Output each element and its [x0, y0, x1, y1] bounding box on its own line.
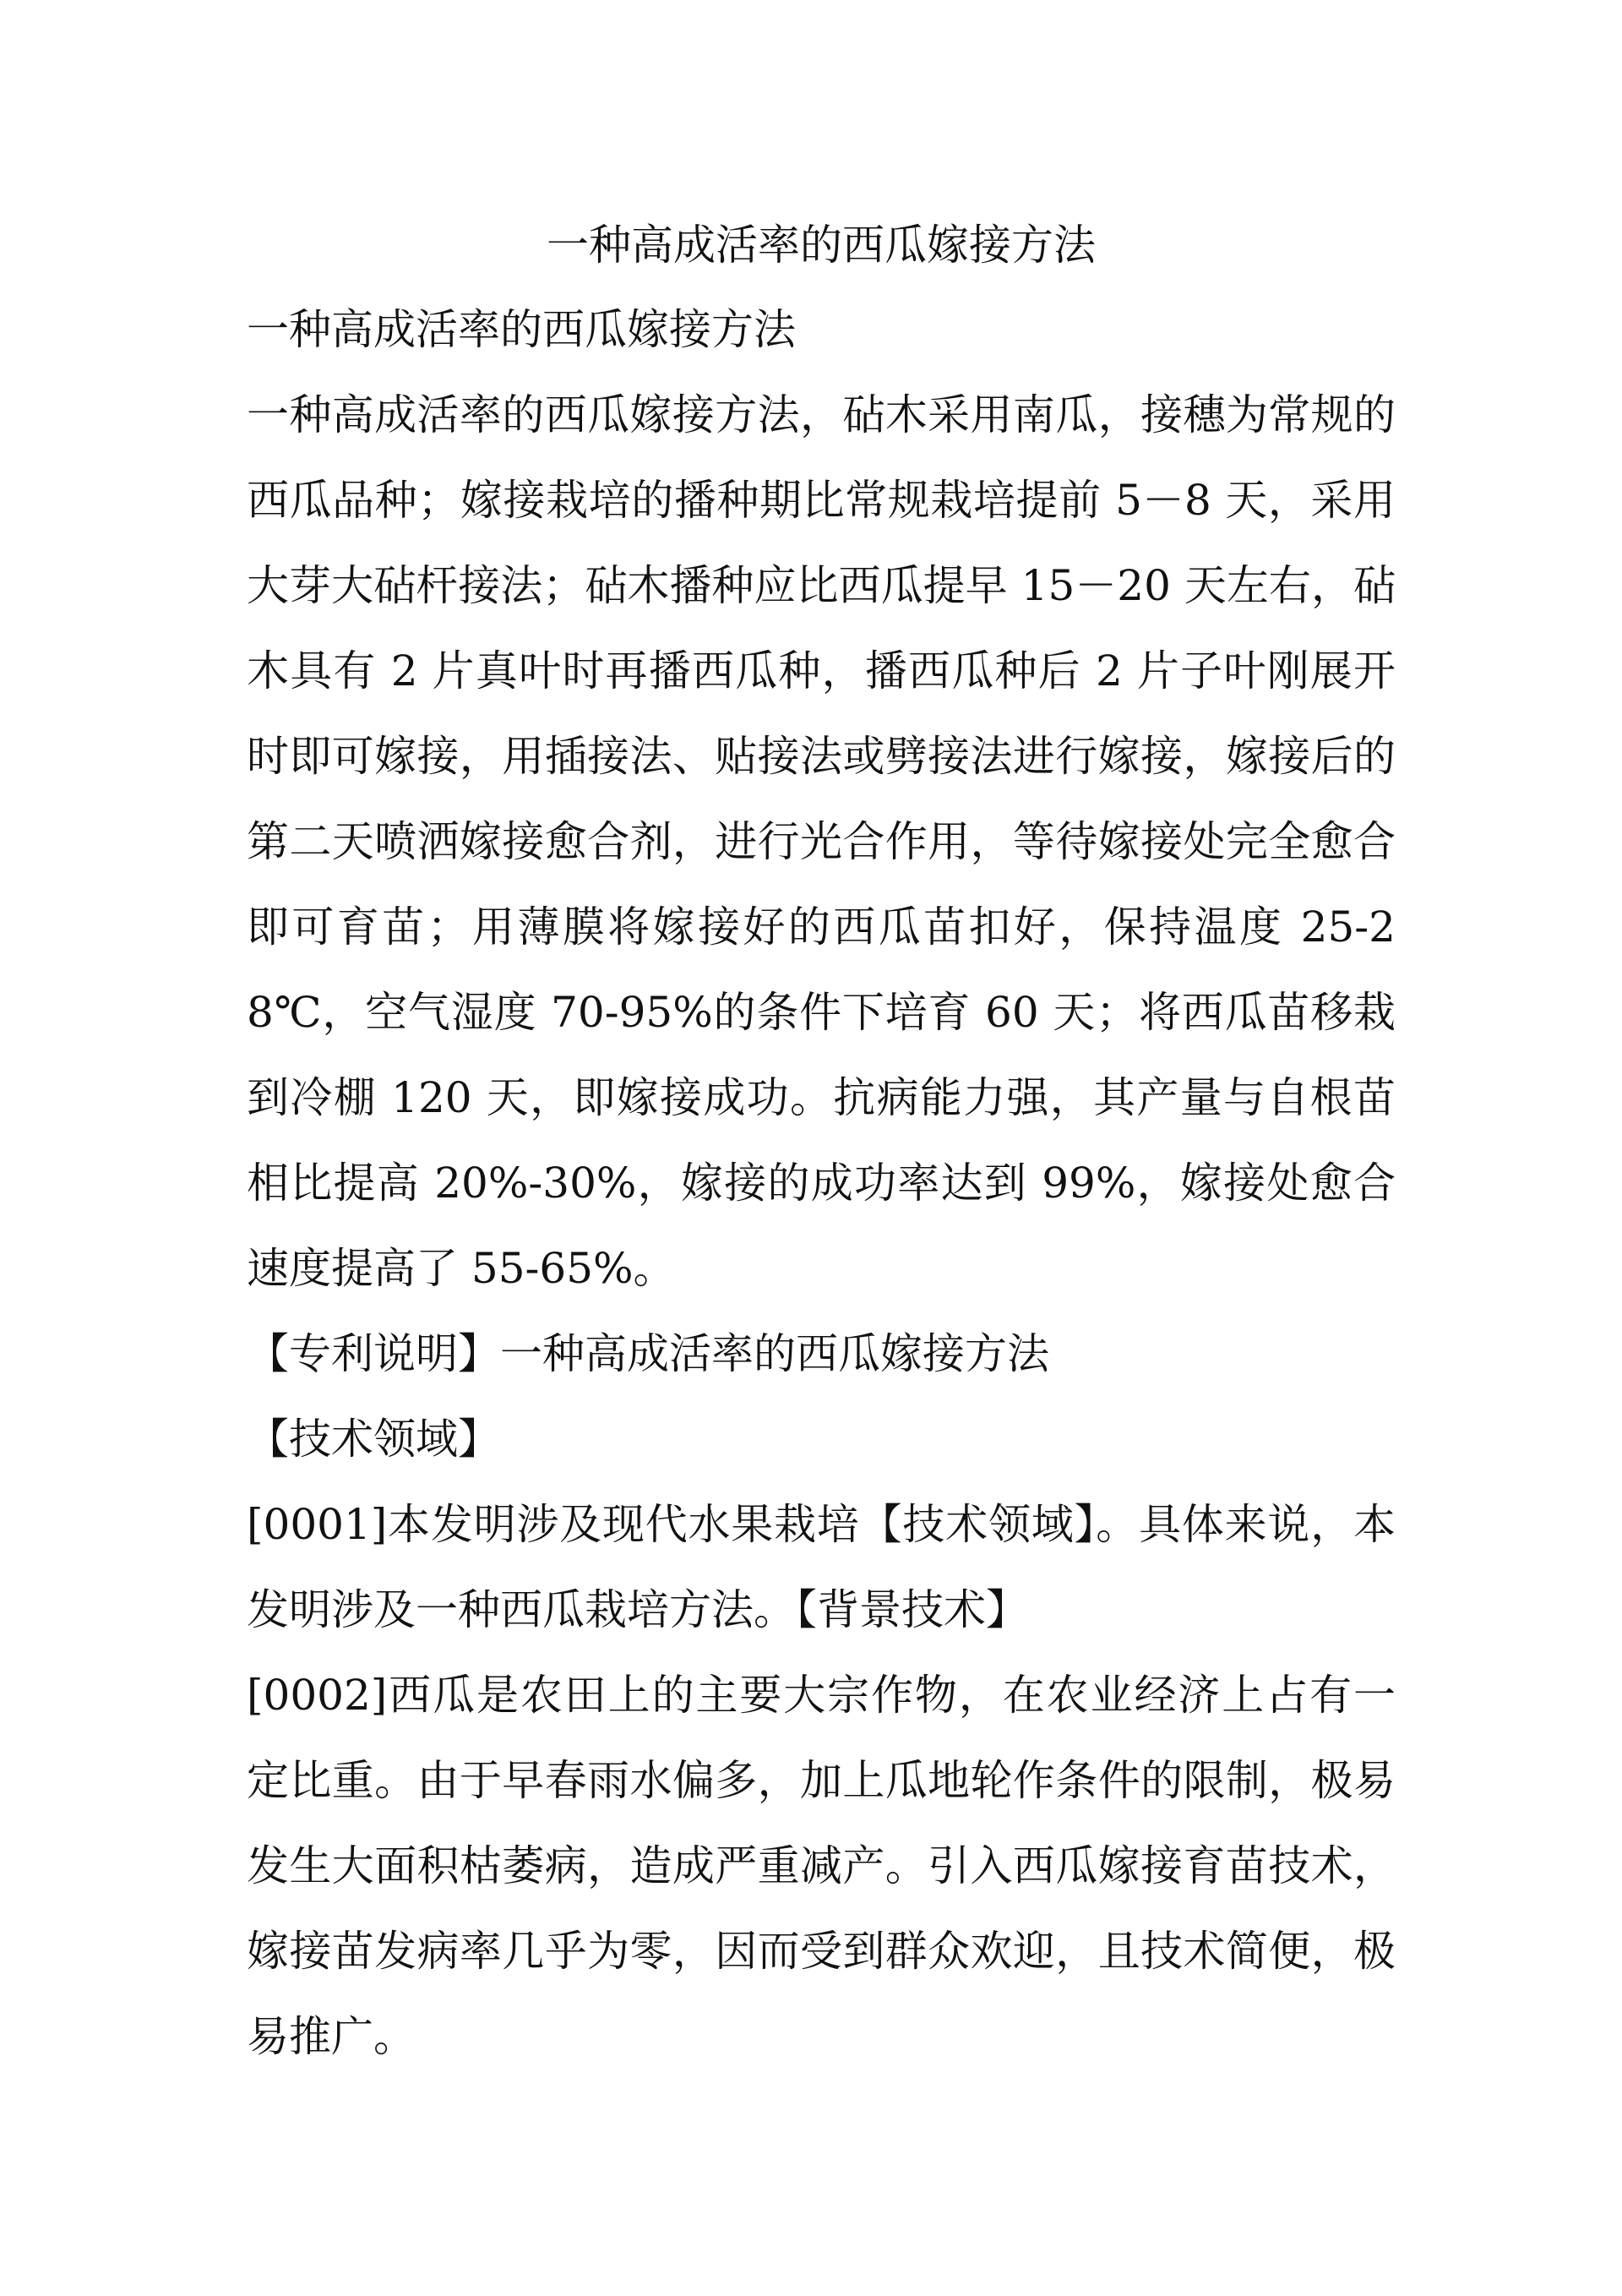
- document-page: [247, 203, 1396, 2080]
- document-title: 一种高成活率的西瓜嫁接方法: [547, 221, 1096, 270]
- paragraph-0002: [0002]西瓜是农田上的主要大宗作物，在农业经济上占有一定比重。由于早春雨水偏多，加上瓜地轮作条件的限制，极易发生大面积枯萎病，造成严重减产。引入西瓜嫁接育苗技术，嫁接苗发病率几乎为零，因而受到群众欢迎，且技术简便，极易推广。: [247, 1671, 1396, 2061]
- abstract-paragraph: 一种高成活率的西瓜嫁接方法，砧木采用南瓜，接穗为常规的西瓜品种；嫁接栽培的播种期比常规栽培提前 5－8 天，采用大芽大砧杆接法；砧木播种应比西瓜提早 15－20 天左右，砧木具有 2 片真叶时再播西瓜种，播西瓜种后 2 片子叶刚展开时即可嫁接，用插接法、贴接法或劈接法进行嫁接，嫁接后的第二天喷洒嫁接愈合剂，进行光合作用，等待嫁接处完全愈合即可育苗；用薄膜将嫁接好的西瓜苗扣好，保持温度 25-28℃，空气湿度 70-95%的条件下培育 60 天；将西瓜苗移栽到冷棚 120 天，即嫁接成功。抗病能力强，其产量与自根苗相比提高 20%-30%，嫁接的成功率达到 99%，嫁接处愈合速度提高了 55-65%。: [247, 390, 1396, 1293]
- technical-field-heading: 【技术领域】: [247, 1415, 500, 1464]
- paragraph-0001: [0001]本发明涉及现代水果栽培【技术领域】。具体来说，本发明涉及一种西瓜栽培方法。【背景技术】: [247, 1500, 1396, 1634]
- document-subtitle: 一种高成活率的西瓜嫁接方法: [247, 305, 796, 354]
- patent-description-heading: 【专利说明】一种高成活率的西瓜嫁接方法: [247, 1329, 1049, 1378]
